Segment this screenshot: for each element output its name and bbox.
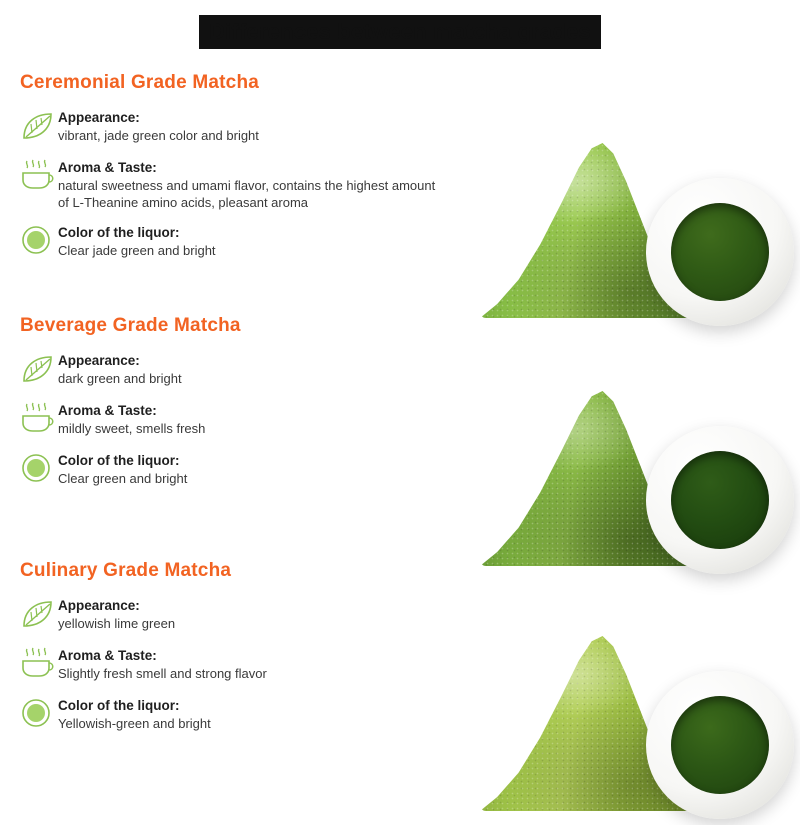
attribute-row-liquor-color: [18, 451, 488, 489]
attribute-value: natural sweetness and umami flavor, contains the highest amount of L-Theanine amino acids, pleasant aroma: [58, 178, 436, 210]
liquor-color-dot-icon: [18, 696, 58, 734]
page-title-bar: [0, 14, 800, 50]
liquor-color-dot-icon: [18, 451, 58, 489]
product-photo-culinary: [440, 575, 800, 825]
matcha-bowl: [646, 178, 794, 326]
attribute-row-aroma-taste: [18, 646, 488, 684]
grade-section-beverage: [18, 315, 488, 501]
attribute-row-aroma-taste: [18, 401, 488, 439]
attribute-label: Appearance:: [58, 353, 140, 368]
matcha-bowl: [646, 426, 794, 574]
attribute-label: Color of the liquor:: [58, 225, 180, 240]
attribute-row-liquor-color: [18, 223, 488, 261]
section-title: Beverage Grade Matcha: [20, 315, 241, 336]
leaf-icon: [18, 351, 58, 389]
matcha-liquor: [671, 203, 769, 301]
section-title: Culinary Grade Matcha: [20, 560, 232, 581]
attribute-row-appearance: [18, 351, 488, 389]
liquor-color-dot-icon: [18, 223, 58, 261]
attribute-value: Slightly fresh smell and strong flavor: [58, 666, 267, 681]
attribute-label: Color of the liquor:: [58, 453, 180, 468]
attribute-value: dark green and bright: [58, 371, 182, 386]
leaf-icon: [18, 596, 58, 634]
grade-section-ceremonial: [18, 72, 488, 273]
attribute-value: yellowish lime green: [58, 616, 176, 631]
attribute-value: vibrant, jade green color and bright: [58, 128, 259, 143]
matcha-bowl: [646, 671, 794, 819]
grade-section-culinary: [18, 560, 488, 746]
attribute-value: Clear green and bright: [58, 471, 188, 486]
attribute-value: Yellowish-green and bright: [58, 716, 211, 731]
attribute-row-aroma-taste: [18, 158, 488, 211]
attribute-label: Aroma & Taste:: [58, 160, 157, 175]
steaming-cup-icon: [18, 646, 58, 684]
product-photo-beverage: [440, 330, 800, 580]
attribute-label: Appearance:: [58, 110, 140, 125]
leaf-icon: [18, 108, 58, 146]
product-photo-ceremonial: [440, 82, 800, 332]
attribute-row-appearance: [18, 596, 488, 634]
steaming-cup-icon: [18, 158, 58, 196]
section-title: Ceremonial Grade Matcha: [20, 72, 260, 93]
attribute-label: Aroma & Taste:: [58, 403, 157, 418]
attribute-value: Clear jade green and bright: [58, 243, 216, 258]
matcha-liquor: [671, 696, 769, 794]
attribute-label: Aroma & Taste:: [58, 648, 157, 663]
matcha-liquor: [671, 451, 769, 549]
attribute-label: Color of the liquor:: [58, 698, 180, 713]
attribute-row-appearance: [18, 108, 488, 146]
attribute-value: mildly sweet, smells fresh: [58, 421, 206, 436]
page-title: Differences between matcha grades: [199, 15, 601, 49]
attribute-label: Appearance:: [58, 598, 140, 613]
attribute-row-liquor-color: [18, 696, 488, 734]
steaming-cup-icon: [18, 401, 58, 439]
